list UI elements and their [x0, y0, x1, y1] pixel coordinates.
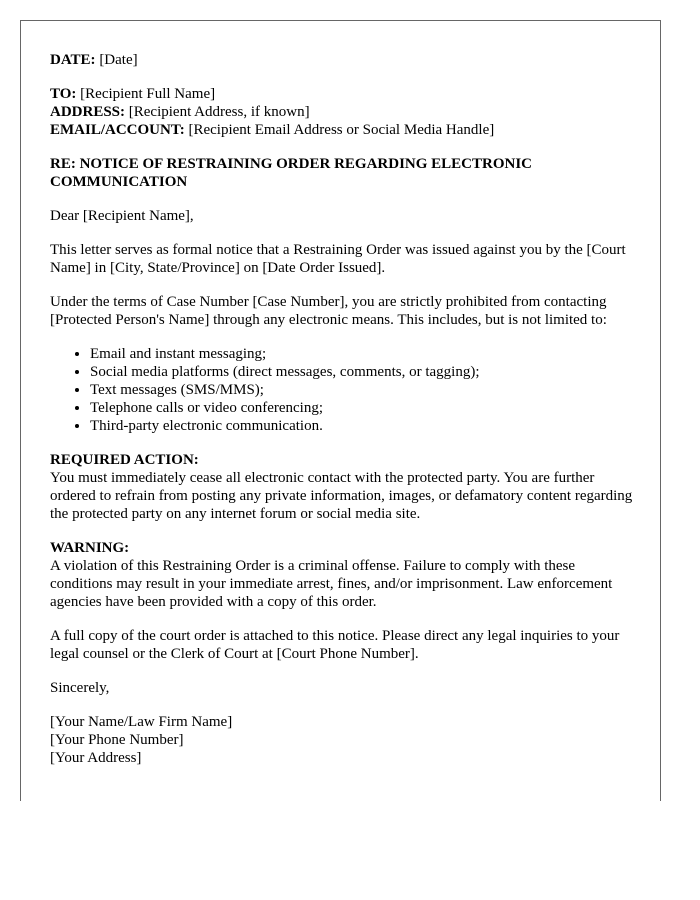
required-action-heading: REQUIRED ACTION:: [50, 452, 199, 468]
warning-heading: WARNING:: [50, 540, 130, 556]
list-item: • Third-party electronic communication.: [90, 417, 640, 435]
closing-paragraph: A full copy of the court order is attached to this notice. Please direct any legal inquiries to your legal counsel or the Clerk of Court at [Court Phone Number].: [50, 628, 620, 662]
to-line: [50, 85, 640, 103]
to-value: [Recipient Full Name]: [80, 86, 216, 102]
recipient-block: [50, 85, 640, 139]
date-label: DATE:: [50, 52, 96, 68]
signature-block: [50, 713, 640, 767]
date-line: [50, 51, 640, 69]
letter-page: [20, 20, 661, 801]
letter-content: [50, 51, 640, 767]
prohibited-means-list: [50, 345, 640, 435]
warning-section: [50, 539, 640, 611]
prohibition-paragraph: Under the terms of Case Number [Case Number], you are strictly prohibited from contacting [Protected Person's Name] through any electronic means. This includes, but is not limited to:: [50, 294, 607, 328]
email-value: [Recipient Email Address or Social Media Handle]: [188, 122, 495, 138]
date-value: [Date]: [99, 52, 138, 68]
warning-text: A violation of this Restraining Order is a criminal offense. Failure to comply with these conditions may result in your immediate arrest, fines, and/or imprisonment. Law enforcement agencies have been provided with a copy of this order.: [50, 558, 613, 610]
signature-phone: [Your Phone Number]: [50, 732, 184, 748]
list-item: • Email and instant messaging;: [90, 345, 640, 363]
address-value: [Recipient Address, if known]: [128, 104, 310, 120]
subject-line: RE: NOTICE OF RESTRAINING ORDER REGARDING ELECTRONIC COMMUNICATION: [50, 156, 533, 190]
to-label: TO:: [50, 86, 77, 102]
required-action-section: [50, 451, 640, 523]
list-item: • Text messages (SMS/MMS);: [90, 381, 640, 399]
signature-address: [Your Address]: [50, 750, 142, 766]
salutation: Dear [Recipient Name],: [50, 208, 194, 224]
signoff: Sincerely,: [50, 680, 110, 696]
address-label: ADDRESS:: [50, 104, 126, 120]
signature-name: [Your Name/Law Firm Name]: [50, 714, 233, 730]
email-label: EMAIL/ACCOUNT:: [50, 122, 185, 138]
list-item: • Telephone calls or video conferencing;: [90, 399, 640, 417]
email-line: [50, 121, 640, 139]
notice-paragraph: This letter serves as formal notice that a Restraining Order was issued against you by the [Court Name] in [City, State/Province] on [Date Order Issued].: [50, 242, 626, 276]
required-action-text: You must immediately cease all electronic contact with the protected party. You are further ordered to refrain from posting any private information, images, or defamatory content regarding the protected party on any internet forum or social media site.: [50, 470, 633, 522]
list-item: • Social media platforms (direct messages, comments, or tagging);: [90, 363, 640, 381]
address-line: [50, 103, 640, 121]
